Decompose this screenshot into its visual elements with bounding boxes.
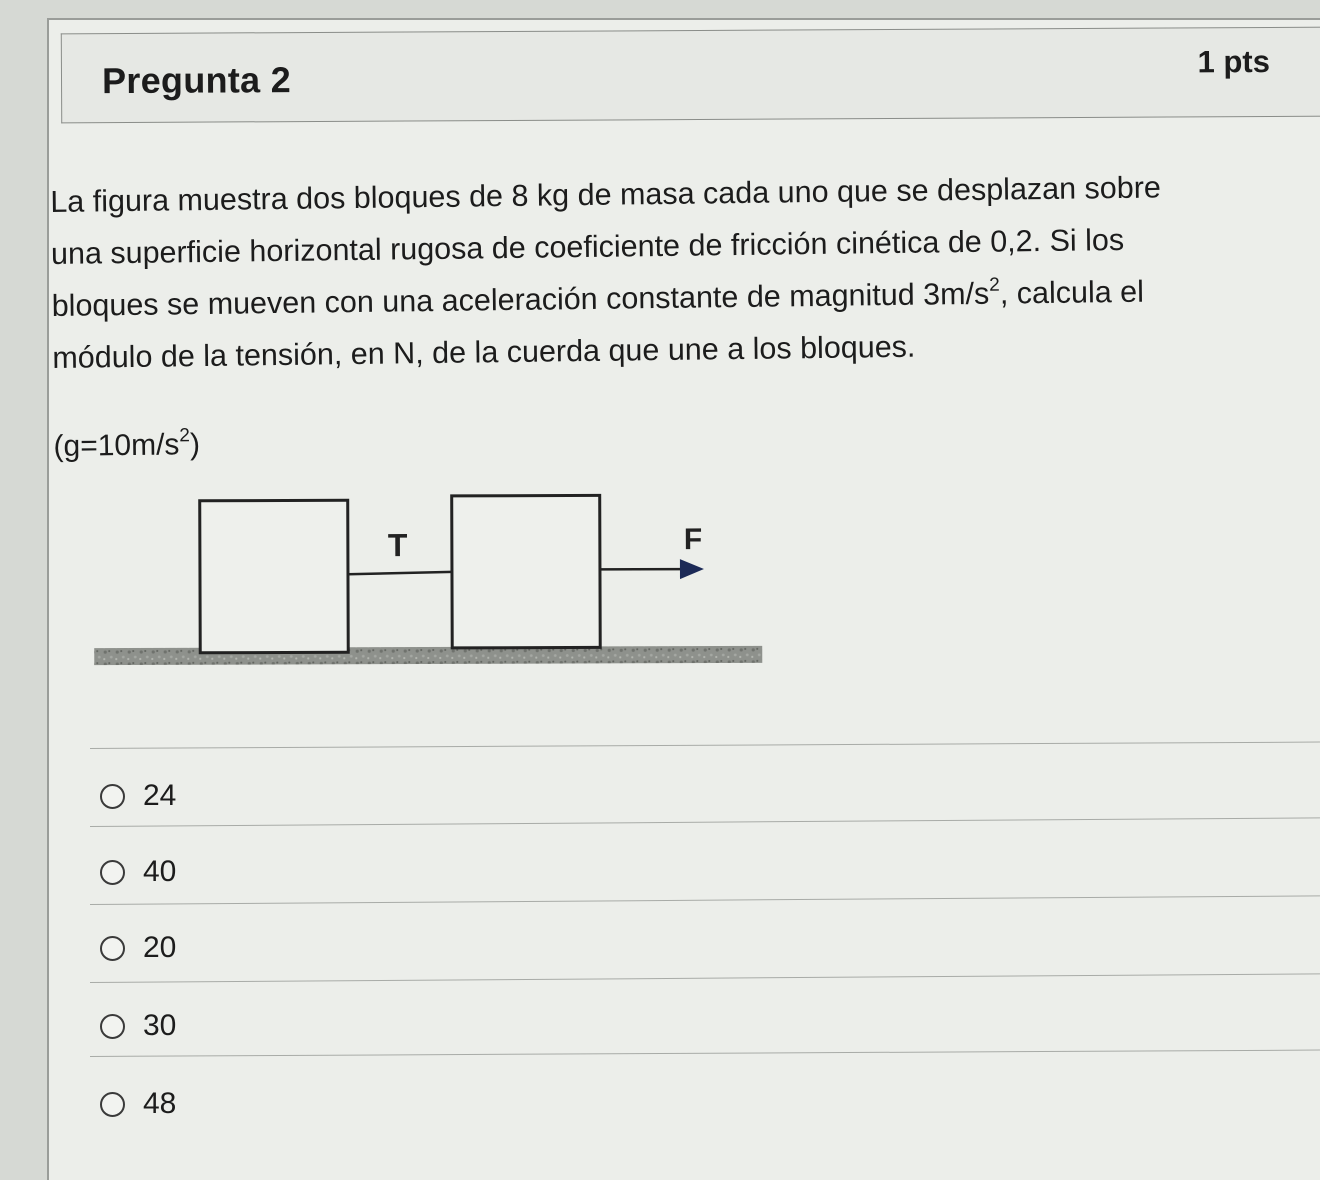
radio-button[interactable] [100, 784, 125, 809]
answer-label: 40 [143, 855, 176, 889]
answer-option[interactable] [100, 1006, 176, 1046]
answer-label: 20 [143, 931, 176, 965]
question-line-3-end: , calcula el [1000, 275, 1145, 311]
force-label: F [684, 523, 702, 556]
answer-label: 48 [143, 1087, 176, 1121]
gravity-suffix: ) [190, 428, 200, 461]
force-arrow-head [680, 559, 704, 579]
radio-button[interactable] [100, 1014, 125, 1039]
radio-button[interactable] [100, 936, 125, 961]
tension-label: T [388, 527, 408, 563]
block-left [200, 500, 349, 653]
question-points: 1 pts [1197, 44, 1270, 80]
gravity-prefix: (g=10m/s [53, 428, 179, 463]
radio-button[interactable] [100, 1092, 125, 1117]
rough-surface [94, 646, 762, 665]
question-line-4: módulo de la tensión, en N, de la cuerda que une a los bloques. [52, 330, 915, 375]
answer-label: 30 [143, 1009, 176, 1043]
question-line-1: La figura muestra dos bloques de 8 kg de masa cada uno que se desplazan sobre [50, 170, 1161, 219]
gravity-exponent: 2 [179, 425, 190, 446]
answer-option[interactable] [100, 852, 176, 892]
acceleration-exponent: 2 [989, 275, 1000, 296]
rope [348, 572, 452, 574]
blocks-figure [90, 491, 771, 673]
answer-label: 24 [143, 779, 176, 813]
block-right [452, 495, 601, 648]
question-text [50, 161, 1233, 384]
question-header [61, 27, 1320, 124]
question-title: Pregunta 2 [102, 59, 291, 102]
question-line-3: bloques se mueven con una aceleración constante de magnitud 3m/s [51, 277, 989, 323]
answer-option[interactable] [100, 1084, 176, 1124]
radio-button[interactable] [100, 860, 125, 885]
question-body [50, 160, 1284, 464]
answer-option[interactable] [100, 928, 176, 968]
answer-option[interactable] [100, 776, 176, 816]
question-line-2: una superficie horizontal rugosa de coeficiente de fricción cinética de 0,2. Si los [51, 223, 1125, 271]
